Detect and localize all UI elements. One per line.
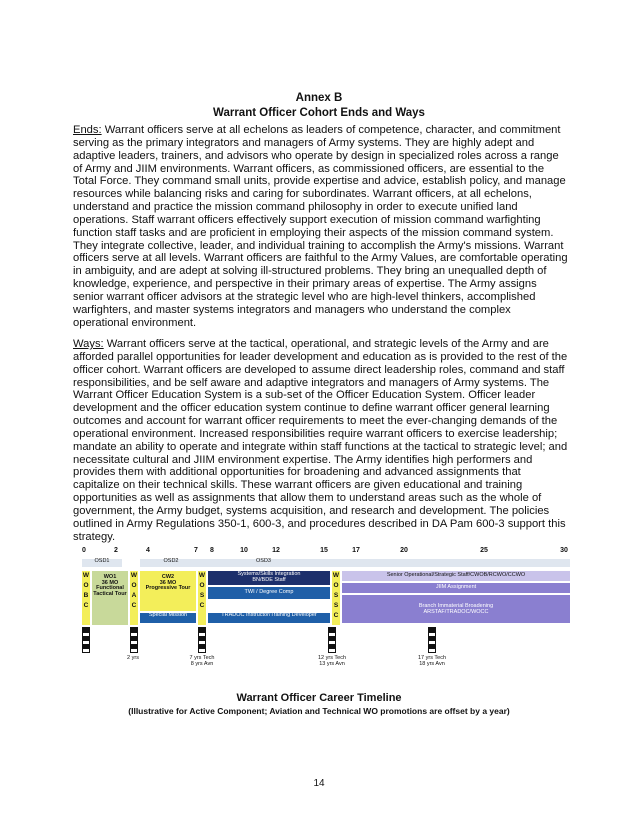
wossc-letter: S — [333, 602, 339, 609]
timeline-year-2: 2 — [114, 547, 118, 554]
timeline-caption-subtitle: (Illustrative for Active Component; Aviation and Technical WO promotions are offset by a year) — [128, 706, 510, 716]
wobc-letter: B — [83, 592, 89, 599]
ways-body: Warrant officers serve at the tactical, operational, and strategic levels of the Army and are afforded parallel opportunities for leader development and education as is provided to the rest of the officer cohort. Warrant officers are developed to assume direct leadership roles, command and staff responsibilities, and be self aware and adaptive integrators and managers of Army systems. The Warrant Officer Education System is a sub-set of the Officer Education System. Officer leader development and the officer education system continue to define warrant officer general learning outcomes and account for warrant officer requirements to meet the ever-changing demands of the operational environment. Increased responsibilities require warrant officers to exercise leadership; mandate an ability to operate and integrate within staff functions at the tactical to strategic level; and necessitate cultural and JIIM environment expertise. The Army identifies high performers and provides them with additional opportunities for broadening and advanced assignments that capitalize on their technical skills. These warrant officers are given educational and training opportunities as well as assignments that allow them to understand areas such as the whole of government, the Army budget, systems acquisition, and research and development. The policies outlined in Army Regulations 350-1, 600-3, and procedures described in DA Pam 600-3 support this strategy. — [73, 338, 568, 543]
woac-block — [130, 571, 138, 625]
timeline-year-15: 15 — [320, 547, 328, 554]
timeline-year-20: 20 — [400, 547, 408, 554]
ends-body: Warrant officers serve at all echelons as leaders of competence, character, and commitment serving as the primary integrators and managers of Army systems. They are highly adept and adaptive leaders, trainers, and advisors who operate by design in specialized roles across a range of Army and JIIM environments. Warrant officers, as commissioned officers, are essential to the Total Force. They command small units, provide expertise and advice, establish policy, and manage resources while balancing risks and caring for subordinates. Warrant officers, at all echelons, understand and practice the mission command philosophy in order to execute unified land operations. Staff warrant officers effectively support execution of mission command warfighting function staff tasks and are proficient in employing their aspects of the mission command system. They integrate collective, leader, and individual training to accomplish the Army's missions. Warrant officers serve at all levels. Warrant officers are faithful to the Army Values, are comfortable operating in ambiguity, and are adept at solving ill-structured problems. They bring an unequalled depth of knowledge, experience, and perspective in their primary areas of expertise. The Army assigns senior warrant officer advisors at the strategic level who are high-level thinkers, accomplished warfighters, and master systems integrators and managers who understand the complex operational environment. — [73, 124, 568, 329]
rank-label-cw2: 2 yrs — [127, 655, 139, 661]
rank-label-cw5: 17 yrs Tech 18 yrs Avn — [417, 655, 447, 667]
page-number: 14 — [313, 778, 325, 789]
wossc-letter: S — [333, 592, 339, 599]
timeline-year-17: 17 — [352, 547, 360, 554]
woac-letter: C — [131, 602, 137, 609]
timeline-year-12: 12 — [272, 547, 280, 554]
jiim-bar: JIIM Assignment — [342, 583, 570, 593]
wosc-letter: S — [199, 592, 205, 599]
timeline-year-10: 10 — [240, 547, 248, 554]
wobc-letter: C — [83, 602, 89, 609]
wossc-letter: W — [332, 572, 340, 579]
osd1-bar: OSD1 — [82, 559, 122, 567]
wobc-letter: W — [82, 572, 90, 579]
annex-label: Annex B — [295, 92, 343, 104]
cw4-insignia-icon — [328, 627, 336, 653]
career-timeline — [78, 547, 572, 677]
cw2-insignia-icon — [130, 627, 138, 653]
wobc-block — [82, 571, 90, 625]
branch-broadening-bar: Branch Immaterial Broadening ARSTAF/TRADOC/WOCC — [342, 595, 570, 623]
tradoc-bar: TRADOC Instructor/Training Developer — [208, 613, 330, 623]
wobc-letter: O — [83, 582, 89, 589]
woac-letter: O — [131, 582, 137, 589]
ends-paragraph — [73, 124, 569, 330]
timeline-year-0: 0 — [82, 547, 86, 554]
wosc-letter: W — [198, 572, 206, 579]
timeline-year-8: 8 — [210, 547, 214, 554]
systems-integration-bar — [208, 571, 330, 585]
timeline-year-7: 7 — [194, 547, 198, 554]
osd2-bar: OSD2 — [140, 559, 202, 567]
systems-integration-label: Systems/Skills Integration — [237, 571, 301, 577]
wosc-letter: C — [199, 602, 205, 609]
senior-staff-bar: Senior Operational/Strategic Staff/CWOB/RCWO/CCWO — [342, 571, 570, 581]
wo1-insignia-icon — [82, 627, 90, 653]
twi-degree-bar: TWI / Degree Comp — [208, 587, 330, 599]
wo1-tour-block: WO1 36 MO Functional Tactical Tour — [92, 571, 128, 625]
osd3-bar: OSD3 — [202, 559, 570, 567]
timeline-year-30: 30 — [560, 547, 568, 554]
woac-letter: W — [130, 572, 138, 579]
cw2-tour-block: CW2 36 MO Progressive Tour — [140, 571, 196, 611]
woac-letter: A — [131, 592, 137, 599]
bn-bde-staff-label: BN/BDE Staff — [252, 576, 286, 583]
ways-paragraph — [73, 338, 569, 544]
page-title: Warrant Officer Cohort Ends and Ways — [213, 107, 425, 119]
timeline-caption-title: Warrant Officer Career Timeline — [236, 692, 402, 704]
wossc-block — [332, 571, 340, 625]
rank-label-cw3: 7 yrs Tech 8 yrs Avn — [189, 655, 215, 667]
wossc-letter: C — [333, 612, 339, 619]
cw3-insignia-icon — [198, 627, 206, 653]
ways-heading: Ways: — [73, 338, 104, 350]
cw5-insignia-icon — [428, 627, 436, 653]
wosc-letter: O — [199, 582, 205, 589]
wossc-letter: O — [333, 582, 339, 589]
timeline-year-25: 25 — [480, 547, 488, 554]
wosc-block — [198, 571, 206, 625]
ends-heading: Ends: — [73, 124, 102, 136]
special-mission-bar: Special Mission — [140, 613, 196, 623]
timeline-year-4: 4 — [146, 547, 150, 554]
rank-label-cw4: 12 yrs Tech 13 yrs Avn — [317, 655, 347, 667]
